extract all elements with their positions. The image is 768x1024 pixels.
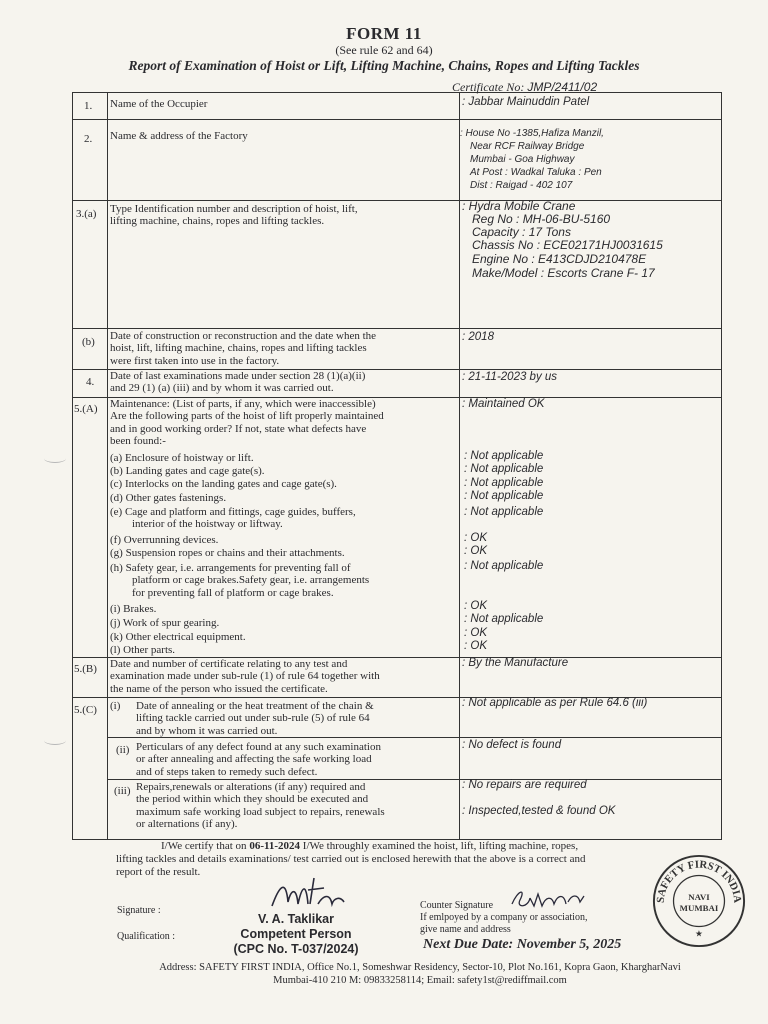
label-line: or after annealing and affecting the safe working load [136, 753, 372, 766]
label-line: Are the following parts of the hoist of lift properly maintained [110, 410, 384, 423]
test-certificate-value: : By the Manufacture [462, 657, 569, 669]
qualification-label: Qualification : [117, 931, 176, 942]
maintenance-item-value: : Not applicable [464, 477, 544, 489]
construction-date-label [110, 330, 455, 367]
certify-prefix: I/We certify that on [161, 840, 247, 852]
punch-hole-mark [44, 736, 66, 745]
address-line: : House No -1385,Hafiza Manzil, [460, 128, 604, 139]
maintenance-item-value: : Not applicable [464, 463, 544, 475]
maintenance-item-label: (l) Other parts. [110, 644, 176, 656]
row-number: 2. [84, 133, 93, 145]
maintenance-item-label: (i) Brakes. [110, 603, 157, 615]
annealing-value: : Not applicable as per Rule 64.6 (iii) [462, 697, 648, 709]
table-divider [107, 93, 108, 839]
label-line: platform or cage brakes.Safety gear, i.e. arrangements [132, 574, 370, 587]
maintenance-item-label: (a) Enclosure of hoistway or lift. [110, 452, 254, 464]
label-line: or alternations (if any). [136, 818, 238, 831]
row-number: 3.(a) [76, 208, 97, 220]
maintenance-item-value: : OK [464, 545, 488, 557]
label-line: (e) Cage and platform and fittings, cage guides, buffers, [110, 506, 356, 518]
counter-note: If emlpoyed by a company or association, [420, 912, 588, 923]
certificate-value: JMP/2411/02 [527, 80, 598, 94]
address-line: At Post : Wadkal Taluka : Pen [470, 167, 602, 178]
certify-text: I/We throughly examined the hoist, lift, lifting machine, ropes, [302, 840, 579, 852]
row-number: 5.(B) [74, 663, 97, 675]
address-line: Address: SAFETY FIRST INDIA, Office No.1, Someshwar Residency, Sector-10, Plot No.161, Kopra Gaon, KhargharNavi [159, 962, 681, 973]
equipment-label [110, 203, 455, 228]
rule-reference: (See rule 62 and 64) [335, 43, 433, 57]
company-address [100, 961, 740, 987]
row-number: 4. [86, 376, 95, 388]
label-line: Type Identification number and description of hoist, lift, [110, 203, 358, 215]
maintenance-item-value: : Not applicable [464, 450, 544, 462]
label-line: Date and number of certificate relating to any test and [110, 658, 348, 670]
certify-text: lifting tackles and details examinations/ test carried out is enclosed herewith that the above is a correct and [116, 853, 586, 865]
maintenance-label [110, 398, 455, 448]
defect-item-tag: (ii) [116, 744, 130, 756]
label-line: Date of last examinations made under section 28 (1)(a)(ii) [110, 370, 366, 382]
examiner-cpc: (CPC No. T-037/2024) [233, 942, 359, 956]
label-line: and of steps taken to remedy such defect. [136, 765, 318, 778]
maintenance-item-label: (k) Other electrical equipment. [110, 631, 246, 643]
maintenance-item-value: : OK [464, 640, 488, 652]
examiner-name: V. A. Taklikar [258, 912, 334, 926]
counter-note: give name and address [420, 924, 511, 935]
occupier-value: : Jabbar Mainuddin Patel [462, 96, 590, 108]
examiner-signature [268, 874, 348, 914]
address-line: Mumbai-410 210 M: 09833258114; Email: safety1st@rediffmail.com [273, 975, 567, 986]
label-line: Maintenance: (List of parts, if any, which were inaccessible) [110, 398, 376, 410]
label-line: interior of the hoistway or liftway. [132, 518, 283, 531]
stamp-star-icon: ★ [695, 929, 703, 940]
maintenance-item-label: (b) Landing gates and cage gate(s). [110, 465, 265, 477]
equipment-line: : Hydra Mobile Crane [462, 199, 576, 213]
table-divider [73, 119, 721, 120]
equipment-line: Reg No : MH-06-BU-5160 [472, 212, 611, 226]
equipment-line: Make/Model : Escorts Crane F- 17 [472, 266, 655, 280]
occupier-label: Name of the Occupier [110, 98, 208, 110]
row-number: (b) [82, 336, 95, 348]
construction-date-value: : 2018 [462, 331, 494, 343]
maintenance-item-label [110, 506, 356, 531]
table-divider [73, 200, 721, 201]
certify-text: report of the result. [116, 866, 201, 878]
row-number: 5.(A) [74, 403, 98, 415]
table-divider [459, 93, 460, 839]
label-line: were first taken into use in the factory. [110, 354, 280, 367]
stamp-ring-text: SAFETY FIRST INDIA [654, 858, 744, 904]
counter-signature [508, 884, 588, 912]
label-line: and 29 (1) (a) (iii) and by whom it was carried out. [110, 382, 334, 395]
inspection-value: : Inspected,tested & found OK [462, 805, 616, 817]
table-divider [73, 328, 721, 329]
next-due-date: Next Due Date: November 5, 2025 [423, 937, 622, 952]
label-line: maximum safe working load subject to repairs, renewals [136, 805, 385, 818]
maintenance-item-value: : Not applicable [464, 613, 544, 625]
maintenance-value: : Maintained OK [462, 398, 545, 410]
label-line: Perticulars of any defect found at any such examination [136, 741, 381, 753]
annealing-label [136, 700, 456, 737]
repairs-value: : No repairs are required [462, 779, 587, 791]
label-line: Repairs,renewals or alterations (if any) required and [136, 781, 366, 793]
label-line: for preventing fall of platform or cage brakes. [132, 586, 334, 599]
table-divider [107, 779, 721, 780]
maintenance-item-label: (j) Work of spur gearing. [110, 617, 220, 629]
address-line: Near RCF Railway Bridge [470, 141, 585, 152]
test-certificate-label [110, 658, 455, 695]
defect-label [136, 741, 456, 778]
label-line: Date of construction or reconstruction and the date when the [110, 330, 377, 342]
label-line: Date of annealing or the heat treatment of the chain & [136, 700, 374, 712]
annealing-item-tag: (i) [110, 700, 121, 712]
last-exam-value: : 21-11-2023 by us [462, 371, 558, 383]
maintenance-item-value: : Not applicable [464, 506, 544, 518]
maintenance-item-label: (f) Overrunning devices. [110, 534, 219, 546]
stamp-center-text: MUMBAI [679, 902, 719, 913]
label-line: the name of the person who issued the certificate. [110, 682, 328, 695]
stamp-center-text: NAVI [688, 892, 710, 903]
row-number: 1. [84, 100, 93, 112]
address-line: Mumbai - Goa Highway [470, 154, 575, 165]
form-header [0, 24, 768, 74]
maintenance-item-value: : OK [464, 627, 488, 639]
factory-label: Name & address of the Factory [110, 130, 248, 142]
report-title: Report of Examination of Hoist or Lift, Lifting Machine, Chains, Ropes and Lifting Tackles [128, 58, 640, 73]
repairs-label [136, 781, 456, 831]
certify-date: 06-11-2024 [249, 840, 301, 852]
row-number: 5.(C) [74, 704, 97, 716]
signature-label: Signature : [117, 905, 161, 916]
examiner-role: Competent Person [240, 927, 352, 941]
maintenance-item-value: : OK [464, 600, 488, 612]
label-line: (h) Safety gear, i.e. arrangements for preventing fall of [110, 562, 351, 574]
maintenance-item-value: : OK [464, 532, 488, 544]
maintenance-item-value: : Not applicable [464, 560, 544, 572]
certification-statement [116, 840, 686, 879]
defect-value: : No defect is found [462, 739, 562, 751]
repairs-item-tag: (iii) [114, 785, 131, 797]
label-line: and by whom it was carried out. [136, 724, 278, 737]
company-stamp [650, 852, 748, 950]
label-line: lifting machine, chains, ropes and lifting tackles. [110, 215, 325, 228]
equipment-line: Capacity : 17 Tons [472, 225, 571, 239]
label-line: examination made under sub-rule (1) of rule 64 together with [110, 670, 380, 683]
label-line: and in good working order? If not, state what defects have [110, 422, 367, 435]
maintenance-item-value: : Not applicable [464, 490, 544, 502]
label-line: hoist, lift, lifting machine, chains, ropes and lifting tackles [110, 342, 367, 355]
label-line: been found:- [110, 435, 166, 448]
maintenance-item-label: (c) Interlocks on the landing gates and cage gate(s). [110, 478, 337, 490]
maintenance-item-label [110, 562, 369, 599]
last-exam-label [110, 370, 455, 395]
certificate-label: Certificate No: [452, 80, 525, 94]
label-line: lifting tackle carried out under sub-rule (5) of rule 64 [136, 712, 370, 725]
punch-hole-mark [44, 454, 66, 463]
address-line: Dist : Raigad - 402 107 [470, 180, 573, 191]
maintenance-item-label: (d) Other gates fastenings. [110, 492, 227, 504]
counter-label: Counter Signature [420, 900, 494, 911]
form-number: FORM 11 [346, 24, 422, 43]
equipment-line: Chassis No : ECE02171HJ0031615 [472, 238, 663, 252]
equipment-line: Engine No : E413CDJD210478E [472, 252, 647, 266]
maintenance-item-label: (g) Suspension ropes or chains and their attachments. [110, 547, 345, 559]
label-line: the period within which they should be executed and [136, 793, 369, 806]
